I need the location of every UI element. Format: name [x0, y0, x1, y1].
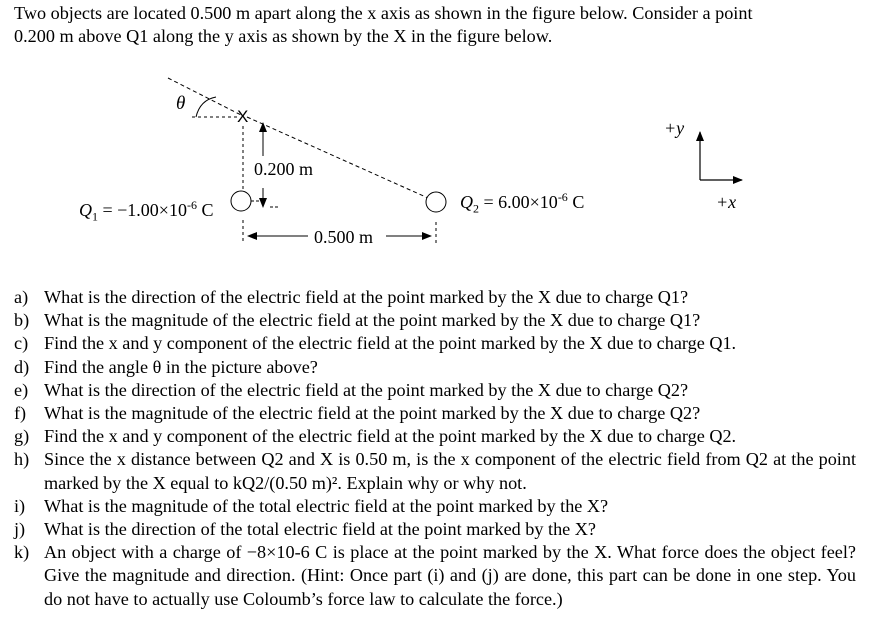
q1-charge-circle	[231, 191, 251, 211]
question-label: b)	[14, 310, 30, 331]
problem-intro	[14, 2, 864, 48]
question-text: What is the magnitude of the total electric field at the point marked by the X?	[44, 495, 609, 516]
question-label: f)	[14, 403, 27, 424]
question-item	[14, 332, 856, 355]
point-x-marker: X	[237, 107, 249, 126]
axis-x-label: +x	[716, 192, 737, 212]
q2-label: $Q_2 = 6.00\times 10^{-6}$ C	[460, 190, 585, 216]
dashed-line-to-q2	[247, 117, 428, 198]
question-item	[14, 356, 856, 379]
q1-label: $Q_1 = -1.00\times 10^{-6}$ C	[79, 198, 214, 224]
question-item	[14, 518, 856, 541]
theta-label: θ	[176, 93, 186, 114]
question-text: An object with a charge of −8×10-6 C is place at the point marked by the X. What force does the object feel? Give the magnitude and direction. (Hint: Once part (i) and (j) are done, this part can be done in one step. You do not have to actually use Coloumb’s force law to calculate the force.)	[44, 542, 856, 609]
question-text: Since the x distance between Q2 and X is 0.50 m, is the x component of the electric field from Q2 at the point marked by the X equal to kQ2/(0.50 m)². Explain why or why not.	[44, 449, 856, 493]
q2-charge-circle	[426, 192, 446, 212]
figure-drawing	[0, 60, 881, 260]
question-label: k)	[14, 542, 30, 563]
question-item	[14, 495, 856, 518]
question-item	[14, 286, 856, 309]
problem-figure	[0, 60, 881, 260]
question-text: Find the x and y component of the electric field at the point marked by the X due to charge Q2.	[44, 426, 737, 447]
question-item	[14, 425, 856, 448]
question-label: c)	[14, 333, 29, 354]
question-label: g)	[14, 426, 30, 447]
distance-vertical-label: 0.200 m	[254, 159, 314, 179]
intro-line-2: 0.200 m above Q1 along the y axis as shown by the X in the figure below.	[14, 26, 553, 46]
question-label: h)	[14, 449, 30, 470]
question-text: Find the angle θ in the picture above?	[44, 356, 318, 377]
question-text: What is the direction of the electric field at the point marked by the X due to charge Q2?	[44, 379, 689, 400]
question-label: a)	[14, 287, 29, 307]
question-text: What is the magnitude of the electric field at the point marked by the X due to charge Q2?	[44, 403, 701, 424]
distance-horizontal-label: 0.500 m	[314, 227, 374, 247]
question-text: What is the direction of the electric field at the point marked by the X due to charge Q1?	[44, 287, 689, 307]
question-item	[14, 309, 856, 332]
question-text: What is the magnitude of the electric field at the point marked by the X due to charge Q1?	[44, 310, 701, 331]
axis-y-label: +y	[664, 118, 685, 138]
question-item	[14, 541, 856, 611]
question-item	[14, 448, 856, 494]
question-list	[14, 286, 856, 611]
question-item	[14, 379, 856, 402]
theta-arc	[196, 97, 216, 117]
question-label: j)	[14, 519, 26, 540]
question-label: d)	[14, 356, 30, 377]
question-label: i)	[14, 495, 26, 516]
question-item	[14, 402, 856, 425]
question-text: Find the x and y component of the electric field at the point marked by the X due to charge Q1.	[44, 333, 737, 354]
question-text: What is the direction of the total electric field at the point marked by the X?	[44, 519, 596, 540]
question-label: e)	[14, 379, 29, 400]
intro-line-1: Two objects are located 0.500 m apart along the x axis as shown in the figure below. Consider a point	[14, 3, 753, 23]
